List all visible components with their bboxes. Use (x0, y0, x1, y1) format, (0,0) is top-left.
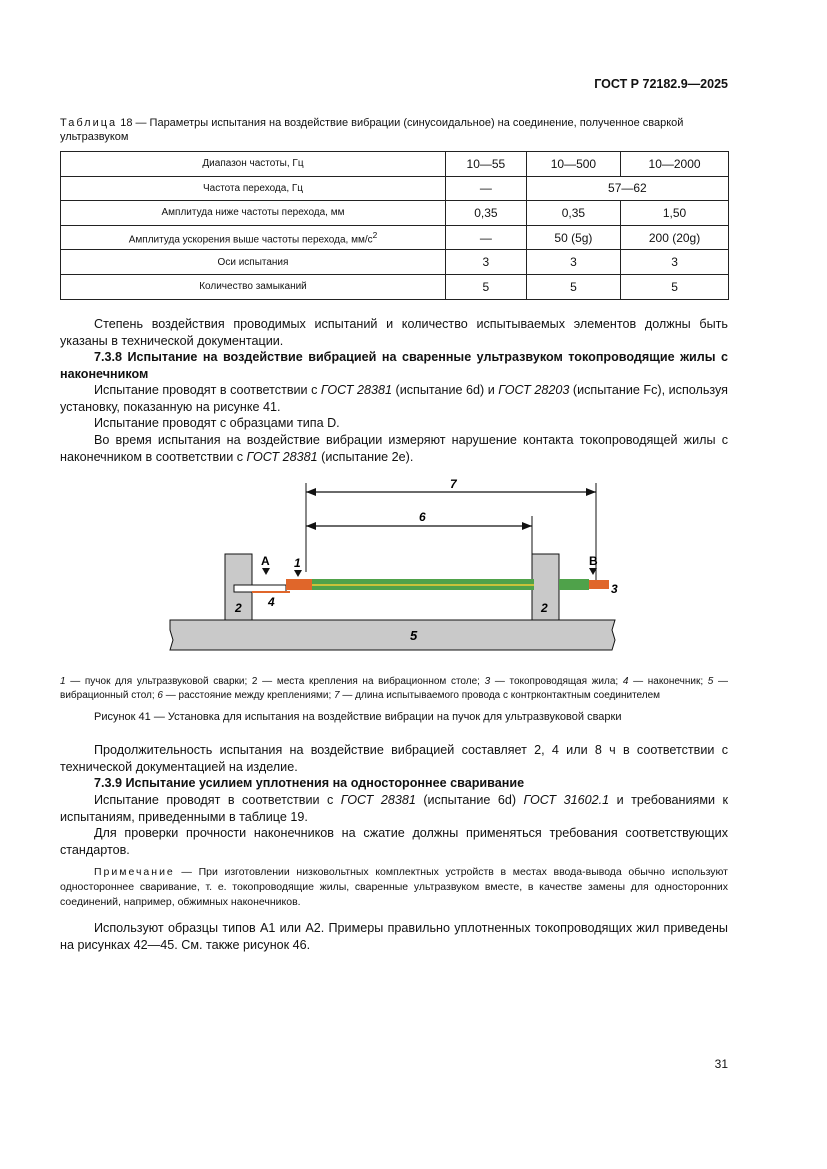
legend-text: — длина испытываемого провода с контрконтактным соединителем (339, 690, 661, 701)
legend-text: — наконечник; (628, 676, 708, 687)
table-cell: Количество замыканий (61, 274, 446, 299)
wire-exit (559, 579, 589, 590)
text-run: (испытание 2e). (317, 449, 414, 464)
legend-text: — вибрационный стол; (60, 676, 728, 701)
table-cell: 57—62 (526, 176, 728, 201)
legend-number: 4 (622, 676, 629, 687)
page-number: 31 (714, 1057, 728, 1071)
arrow-down-icon (294, 570, 302, 577)
wire-conductor-end (589, 580, 609, 589)
figure-legend (60, 675, 728, 703)
terminal-lug (234, 585, 286, 592)
label-3: 3 (611, 582, 618, 596)
table-cell (61, 225, 446, 250)
standard-ref: ГОСТ 31602.1 (523, 793, 610, 807)
superscript: 2 (372, 229, 378, 240)
text-run: Испытание проводят в соответствии с (94, 793, 341, 807)
label-A: A (261, 554, 270, 568)
table-cell: 10—2000 (621, 152, 729, 177)
section-heading-7-3-9: 7.3.9 Испытание усилием уплотнения на одностороннее сваривание (94, 776, 525, 790)
legend-number: 1 (60, 676, 66, 687)
note (60, 865, 728, 910)
table-cell: Амплитуда ниже частоты перехода, мм (61, 201, 446, 226)
legend-number: 6 (157, 690, 163, 701)
section-heading-7-3-8: 7.3.8 Испытание на воздействие вибрацией на сваренные ультразвуком токопроводящие жилы с наконечником (60, 350, 728, 381)
cell-text: Амплитуда ускорения выше частоты перехода, мм/с (128, 234, 373, 246)
table-cell: 0,35 (446, 201, 527, 226)
table-cell: 10—55 (446, 152, 527, 177)
label-7: 7 (450, 477, 457, 491)
text-run: (испытание 6d) (415, 793, 524, 807)
paragraph-2 (60, 382, 728, 415)
standard-ref: ГОСТ 28381 (320, 383, 393, 397)
text-run: Во время испытания на воздействие вибрации измеряют нарушение контакта токопроводящей жилы с наконечником в соответствии с (60, 433, 728, 464)
legend-text: — пучок для ультразвуковой сварки; 2 — места крепления на вибрационном столе; (65, 676, 485, 687)
label-5: 5 (410, 628, 418, 643)
wire-green-stripe-lower (312, 586, 534, 590)
legend-number: 5 (707, 676, 714, 687)
legend-number: 3 (484, 676, 491, 687)
note-text: — При изготовлении низковольтных комплектных устройств в местах ввода-вывода обычно используют одностороннее сваривание, т. е. токопроводящие жилы, сваренные ультразвуком вместе, в качестве замены для односторонних соединений, например, обжимных наконечников. (60, 866, 728, 908)
paragraph-4 (60, 432, 728, 465)
table-cell: 200 (20g) (621, 225, 729, 250)
table-cell: 10—500 (526, 152, 620, 177)
label-B: B (589, 554, 598, 568)
label-2-left: 2 (235, 601, 242, 615)
wire-yellow-stripe (312, 584, 534, 586)
legend-text: — токопроводящая жила; (490, 676, 623, 687)
note-label: Примечание (94, 866, 175, 878)
table-cell: — (446, 176, 527, 201)
table-row (61, 225, 729, 250)
label-1: 1 (294, 556, 301, 570)
table-cell: Частота перехода, Гц (61, 176, 446, 201)
table-row (61, 201, 729, 226)
paragraph-7: Для проверки прочности наконечников на сжатие должны применяться требования соответствующих стандартов. (60, 826, 728, 857)
standard-ref: ГОСТ 28203 (498, 383, 570, 397)
label-6: 6 (419, 510, 426, 524)
text-run: и требованиями к испытаниям, приведенными в таблице 19. (60, 793, 728, 824)
arrow-down-icon (262, 568, 270, 575)
vibration-table-shape (170, 620, 615, 650)
weld-bundle (286, 579, 312, 590)
table-cell: Диапазон частоты, Гц (61, 152, 446, 177)
table-cell: 5 (446, 274, 527, 299)
paragraph-8: Используют образцы типов А1 или А2. Примеры правильно уплотненных токопроводящих жил приведены на рисунках 42—45. См. также рисунок 46. (60, 921, 728, 952)
table-title: 18 — Параметры испытания на воздействие вибрации (синусоидальное) на соединение, полученное сваркой ультразвуком (60, 117, 684, 143)
parameters-table (60, 151, 729, 300)
table-cell: 0,35 (526, 201, 620, 226)
table-cell: 50 (5g) (526, 225, 620, 250)
legend-text: — расстояние между креплениями; (162, 690, 335, 701)
standard-ref: ГОСТ 28381 (246, 449, 318, 464)
table-cell: 1,50 (621, 201, 729, 226)
paragraph-1: Степень воздействия проводимых испытаний и количество испытываемых элементов должны быть указаны в технической документации. (60, 317, 728, 348)
figure-title: Рисунок 41 — Установка для испытания на воздействие вибрации на пучок для ультразвуковой сварки (94, 711, 622, 723)
table-cell: Оси испытания (61, 250, 446, 275)
table-row (61, 176, 729, 201)
standard-number: ГОСТ Р 72182.9—2025 (594, 77, 728, 91)
table-cell: 3 (621, 250, 729, 275)
paragraph-5: Продолжительность испытания на воздействие вибрацией составляет 2, 4 или 8 ч в соответствии с технической документацией на изделие. (60, 743, 728, 774)
text-run: Испытание проводят в соответствии с (94, 383, 321, 397)
table-caption (60, 116, 728, 144)
standard-ref: ГОСТ 28381 (340, 793, 416, 807)
table-cell: 5 (621, 274, 729, 299)
text-run: (испытание Fc), используя установку, показанную на рисунке 41. (60, 383, 729, 414)
table-prefix: Таблица (60, 117, 118, 129)
paragraph-6 (60, 792, 728, 825)
table-row (61, 250, 729, 275)
table-row (61, 274, 729, 299)
wire-green-stripe (312, 579, 534, 584)
label-4: 4 (268, 595, 275, 609)
label-2-right: 2 (541, 601, 548, 615)
text-run: (испытание 6d) и (392, 383, 499, 397)
table-cell: — (446, 225, 527, 250)
paragraph-3: Испытание проводят с образцами типа D. (94, 416, 340, 430)
table-row (61, 152, 729, 177)
legend-number: 7 (334, 690, 340, 701)
table-cell: 5 (526, 274, 620, 299)
figure-41-diagram (160, 470, 620, 660)
table-cell: 3 (526, 250, 620, 275)
table-cell: 3 (446, 250, 527, 275)
